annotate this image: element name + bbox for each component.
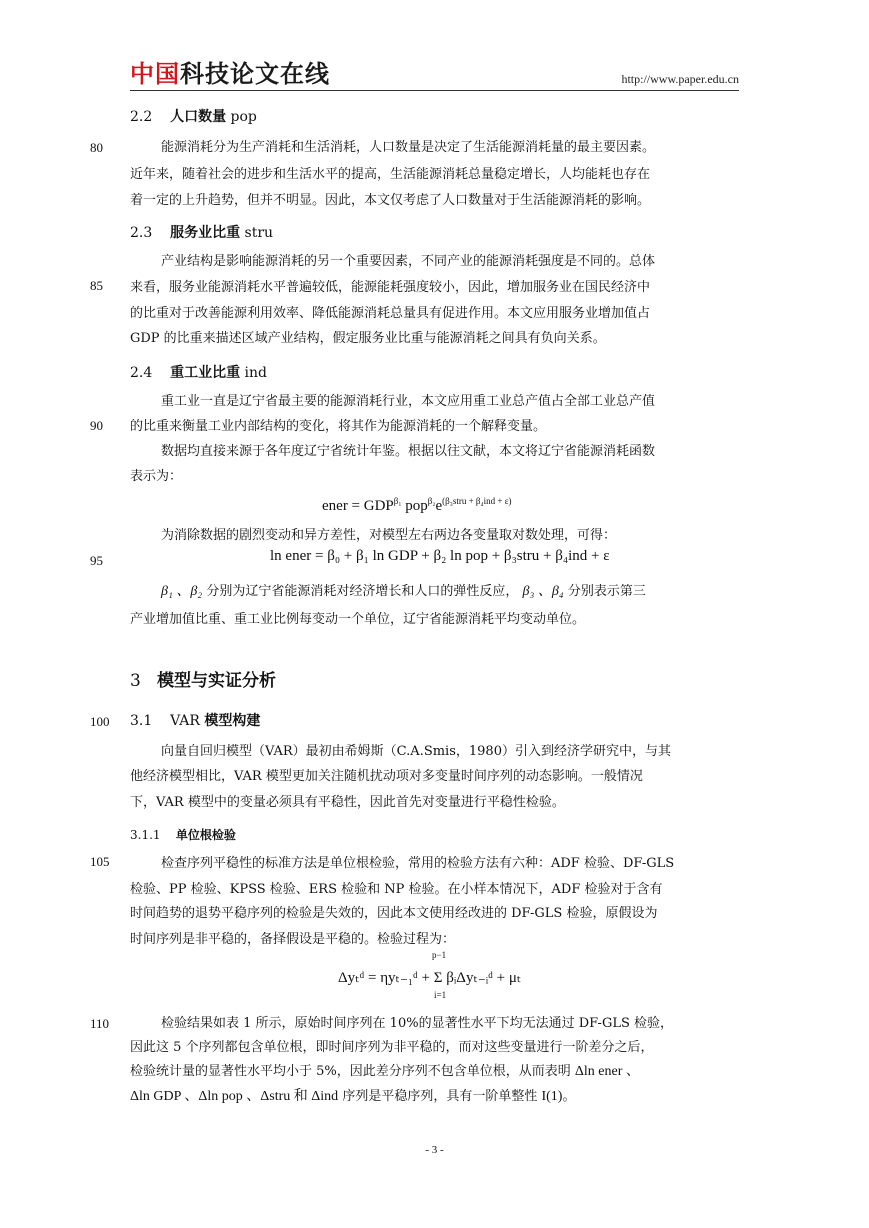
paragraph-line: 能源消耗分为生产消耗和生活消耗，人口数量是决定了生活能源消耗量的最主要因素。 — [161, 140, 656, 155]
equation-dfgls: Δyₜᵈ = ηyₜ₋₁ᵈ + Σ βᵢΔyₜ₋ᵢᵈ + μₜ p−1 i=1 — [338, 950, 522, 1000]
section-heading-3-1-1: 3.1.1 单位根检验 — [130, 828, 236, 842]
header-url[interactable]: http://www.paper.edu.cn — [621, 72, 739, 86]
paragraph-line: 近年来，随着社会的进步和生活水平的提高，生活能源消耗总量稳定增长，人均能耗也存在 — [130, 167, 651, 182]
paragraph-line: 产业增加值比重、重工业比例每变动一个单位，辽宁省能源消耗平均变动单位。 — [130, 612, 586, 627]
line-number: 80 — [90, 140, 103, 155]
paragraph-line: 下，VAR 模型中的变量必须具有平稳性，因此首先对变量进行平稳性检验。 — [130, 795, 565, 810]
section-heading-2-2: 2.2 人口数量 pop — [130, 109, 257, 125]
header-rule — [130, 90, 739, 91]
section-heading-2-4: 2.4 重工业比重 ind — [130, 365, 267, 381]
line-number: 105 — [90, 854, 110, 869]
paragraph-line: 着一定的上升趋势，但并不明显。因此，本文仅考虑了人口数量对于生活能源消耗的影响。 — [130, 193, 651, 208]
line-number: 95 — [90, 553, 103, 568]
paragraph-line: 来看，服务业能源消耗水平普遍较低，能源能耗强度较小，因此，增加服务业在国民经济中 — [130, 280, 651, 295]
paragraph-line: 时间序列是非平稳的，备择假设是平稳的。检验过程为： — [130, 932, 456, 947]
paragraph-line: 重工业一直是辽宁省最主要的能源消耗行业，本文应用重工业总产值占全部工业总产值 — [161, 394, 656, 409]
paragraph-line: 向量自回归模型（VAR）最初由希姆斯（C.A.Smis，1980）引入到经济学研究中，与其 — [161, 744, 671, 759]
line-number: 90 — [90, 418, 103, 433]
paragraph-line: 检验、PP 检验、KPSS 检验、ERS 检验和 NP 检验。在小样本情况下，ADF 检验对于含有 — [130, 882, 663, 897]
page-number: - 3 - — [425, 1144, 444, 1156]
section-heading-3-1: 3.1 VAR 模型构建 — [130, 713, 261, 729]
equation-log-model: ln ener = β₀ + β₁ ln GDP + β₂ ln pop + β₃stru + β₄ind + ε — [270, 548, 610, 564]
section-heading-3: 3 模型与实证分析 — [130, 671, 277, 691]
paragraph-line: 的比重对于改善能源利用效率、降低能源消耗总量具有促进作用。本文应用服务业增加值占 — [130, 306, 651, 321]
paragraph-line: 时间趋势的退势平稳序列的检验是失效的，因此本文使用经改进的 DF-GLS 检验，原假设为 — [130, 906, 658, 921]
paragraph-line: 产业结构是影响能源消耗的另一个重要因素，不同产业的能源消耗强度是不同的。总体 — [161, 254, 656, 269]
line-number: 100 — [90, 714, 110, 729]
paragraph-line: 他经济模型相比，VAR 模型更加关注随机扰动项对多变量时间序列的动态影响。一般情况 — [130, 769, 643, 784]
line-number: 85 — [90, 278, 103, 293]
paragraph-line: β₁ 、β₂ 分别为辽宁省能源消耗对经济增长和人口的弹性反应， β₃ 、β₄ 分别表示第三 — [161, 584, 646, 599]
paragraph-line: 检验结果如表 1 所示，原始时间序列在 10%的显著性水平下均无法通过 DF-GLS 检验， — [161, 1016, 674, 1031]
journal-logo: 中国科技论文在线 — [130, 60, 330, 88]
section-heading-2-3: 2.3 服务业比重 stru — [130, 225, 274, 241]
paragraph-line: 表示为： — [130, 469, 183, 484]
paragraph-line: 因此这 5 个序列都包含单位根，即时间序列为非平稳的，而对这些变量进行一阶差分之后， — [130, 1040, 654, 1055]
line-number: 110 — [90, 1016, 110, 1031]
paragraph-line: 数据均直接来源于各年度辽宁省统计年鉴。根据以往文献，本文将辽宁省能源消耗函数 — [161, 444, 656, 459]
paragraph-line: GDP 的比重来描述区域产业结构，假定服务业比重与能源消耗之间具有负向关系。 — [130, 331, 606, 346]
paragraph-line: 的比重来衡量工业内部结构的变化，将其作为能源消耗的一个解释变量。 — [130, 419, 547, 434]
paragraph-line: Δln GDP 、Δln pop 、Δstru 和 Δind 序列是平稳序列，具有一阶单整性 I(1)。 — [130, 1089, 576, 1104]
paragraph-line: 为消除数据的剧烈变动和异方差性，对模型左右两边各变量取对数处理，可得： — [161, 528, 617, 543]
paragraph-line: 检查序列平稳性的标准方法是单位根检验，常用的检验方法有六种：ADF 检验、DF-GLS — [161, 856, 675, 871]
equation-energy-function: ener = $GDP^{\beta_1}$ $pop^{\beta_2}e^{(\beta_3stru + \beta_4ind + \varepsilon)}$ — [322, 496, 512, 514]
paragraph-line: 检验统计量的显著性水平均小于 5%，因此差分序列不包含单位根，从而表明 Δln ener 、 — [130, 1064, 640, 1079]
